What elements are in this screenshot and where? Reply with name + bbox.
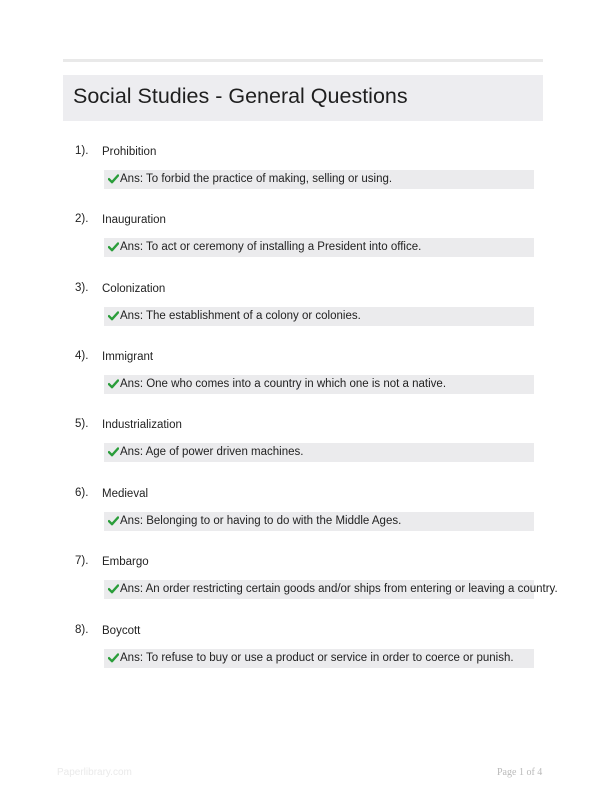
answer-box xyxy=(104,580,558,599)
question-number: 6). xyxy=(75,487,89,499)
check-icon xyxy=(108,242,119,252)
answer-box xyxy=(104,512,534,531)
question-number: 5). xyxy=(75,418,89,430)
question-item xyxy=(0,350,606,408)
question-item xyxy=(0,282,606,340)
check-icon xyxy=(108,447,119,457)
answer-text: Ans: One who comes into a country in which one is not a native. xyxy=(120,378,447,390)
answer-text: Ans: The establishment of a colony or colonies. xyxy=(120,310,361,322)
question-term: Immigrant xyxy=(102,351,154,363)
question-term: Industrialization xyxy=(102,419,182,431)
question-number: 2). xyxy=(75,213,89,225)
answer-box xyxy=(104,307,534,326)
answer-box xyxy=(104,375,534,394)
question-item xyxy=(0,624,606,682)
check-icon xyxy=(108,311,119,321)
answer-box xyxy=(104,649,534,668)
answer-text: Ans: To act or ceremony of installing a President into office. xyxy=(120,241,422,253)
question-term: Boycott xyxy=(102,625,141,637)
question-term: Prohibition xyxy=(102,146,157,158)
answer-box xyxy=(104,170,534,189)
question-item xyxy=(0,145,606,203)
question-number: 1). xyxy=(75,145,89,157)
check-icon xyxy=(108,516,119,526)
question-item xyxy=(0,418,606,476)
question-term: Colonization xyxy=(102,283,166,295)
answer-text: Ans: An order restricting certain goods and/or ships from entering or leaving a country. xyxy=(120,583,558,595)
question-term: Medieval xyxy=(102,488,149,500)
question-number: 8). xyxy=(75,624,89,636)
question-number: 3). xyxy=(75,282,89,294)
check-icon xyxy=(108,584,119,594)
answer-text: Ans: To refuse to buy or use a product or service in order to coerce or punish. xyxy=(120,652,514,664)
check-icon xyxy=(108,174,119,184)
question-item xyxy=(0,213,606,271)
check-icon xyxy=(108,379,119,389)
question-number: 7). xyxy=(75,555,89,567)
question-item xyxy=(0,555,606,613)
question-item xyxy=(0,487,606,545)
answer-text: Ans: Age of power driven machines. xyxy=(120,446,304,458)
answer-box xyxy=(104,443,534,462)
question-number: 4). xyxy=(75,350,89,362)
page-title: Social Studies - General Questions xyxy=(73,84,408,108)
page-number: Page 1 of 4 xyxy=(497,767,543,778)
answer-text: Ans: To forbid the practice of making, selling or using. xyxy=(120,173,393,185)
question-term: Embargo xyxy=(102,556,149,568)
check-icon xyxy=(108,653,119,663)
answer-text: Ans: Belonging to or having to do with the Middle Ages. xyxy=(120,515,402,527)
answer-box xyxy=(104,238,534,257)
question-term: Inauguration xyxy=(102,214,166,226)
footer-site: Paperlibrary.com xyxy=(57,767,132,778)
